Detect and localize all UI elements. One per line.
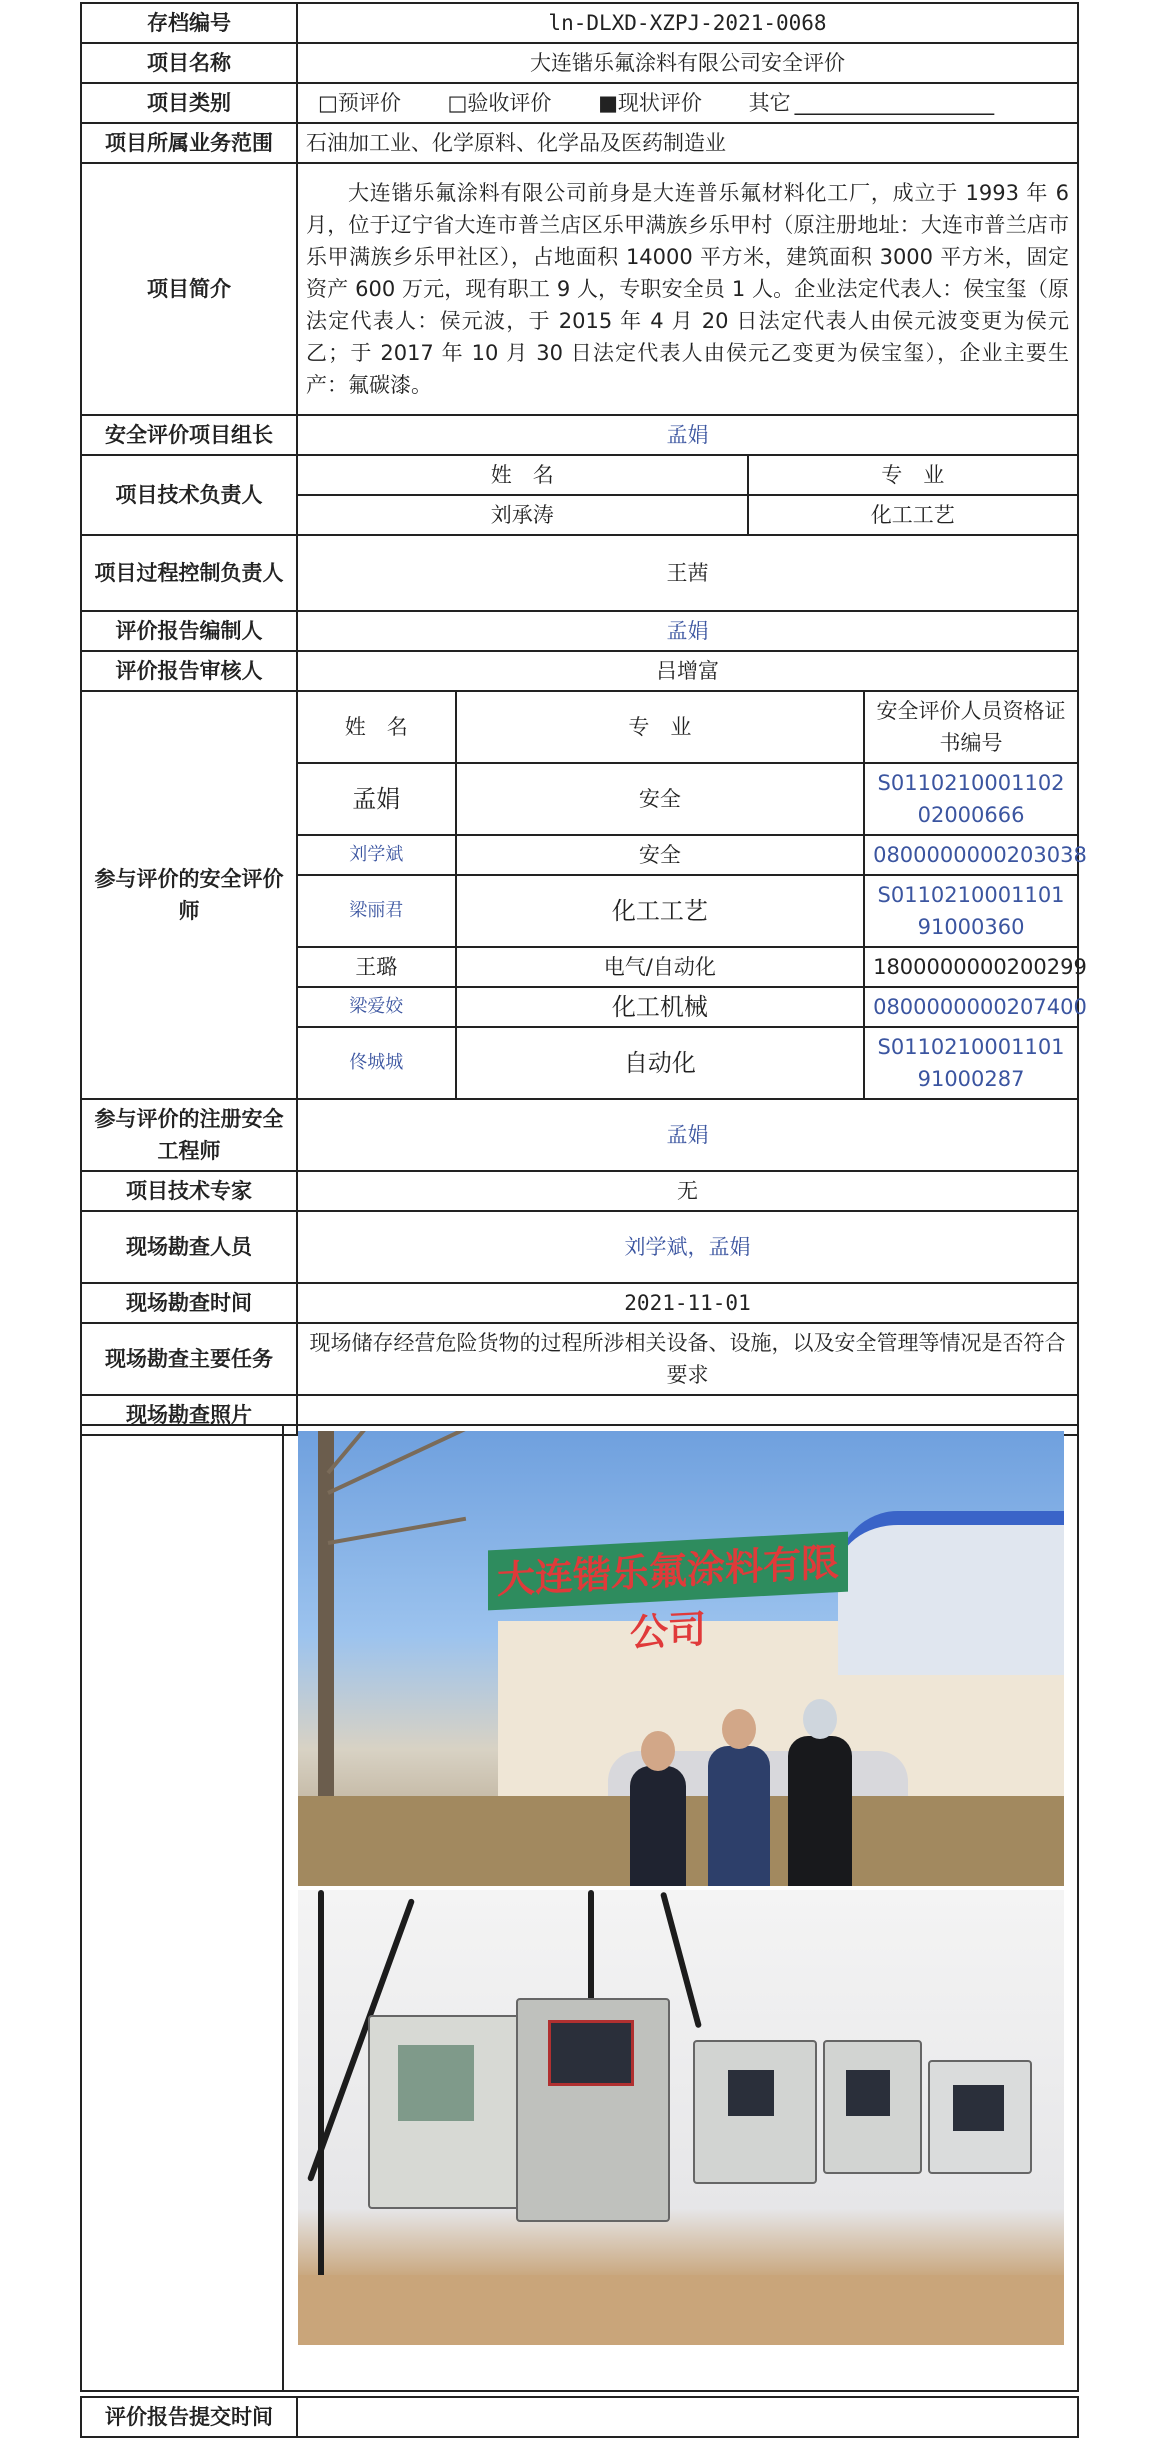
option-other-blank: ___________________ [794,91,995,115]
evaluators-cell [297,691,1087,1099]
photo-table [80,1424,1079,2392]
photo-person [630,1766,686,1886]
tech-lead-header-specialty: 专 业 [748,455,1078,495]
business-scope-value: 石油加工业、化学原料、化学品及医药制造业 [297,123,1078,163]
photo-detector-screen [846,2070,890,2116]
project-type-label: 项目类别 [81,83,297,123]
photo-section [80,1424,1079,2392]
option-other: 其它 [748,91,791,115]
evaluator-row [297,987,1078,1027]
evaluator-specialty: 电气/自动化 [456,947,865,987]
photo-person-head [641,1731,675,1771]
report-author-label: 评价报告编制人 [81,611,297,651]
report-reviewer-label: 评价报告审核人 [81,651,297,691]
process-control-label: 项目过程控制负责人 [81,535,297,611]
photo-cable [588,1890,594,2010]
site-task-value: 现场储存经营危险货物的过程所涉相关设备、设施，以及安全管理等情况是否符合要求 [297,1323,1078,1395]
evaluator-cert: S011021000110191000287 [864,1027,1078,1099]
intro-label: 项目简介 [81,163,297,415]
tech-lead-header-name: 姓 名 [297,455,748,495]
evaluator-specialty: 安全 [456,763,865,835]
evaluator-cert: S011021000110191000360 [864,875,1078,947]
photo-cell [283,1425,1078,2391]
submit-time-value [297,2397,1078,2437]
tech-expert-label: 项目技术专家 [81,1171,297,1211]
evaluators-table [296,690,1087,1100]
site-time-label: 现场勘查时间 [81,1283,297,1323]
project-name-value: 大连锴乐氟涂料有限公司安全评价 [297,43,1078,83]
site-photos-label: 现场勘查照片 [81,1395,297,1435]
evaluator-row [297,763,1078,835]
evaluator-row [297,875,1078,947]
site-time-value: 2021-11-01 [297,1283,1078,1323]
site-task-label: 现场勘查主要任务 [81,1323,297,1395]
submit-row [80,2396,1079,2438]
photo-controller-left-window [398,2045,474,2121]
evaluator-specialty: 化工工艺 [456,875,865,947]
evaluator-cert: 1800000000200299 [864,947,1078,987]
option-acceptance-evaluation: □验收评价 [447,91,552,115]
info-table [80,2,1087,1436]
evaluator-cert: S011021000110202000666 [864,763,1078,835]
evaluators-header-name: 姓 名 [297,691,456,763]
project-name-label: 项目名称 [81,43,297,83]
project-type-options [297,83,1078,123]
evaluators-header-specialty: 专 业 [456,691,865,763]
photo-floor [298,2275,1064,2345]
tech-lead-label: 项目技术负责人 [81,455,297,535]
evaluator-name: 王璐 [297,947,456,987]
evaluator-name: 孟娟 [297,763,456,835]
tech-expert-value: 无 [297,1171,1078,1211]
evaluator-specialty: 化工机械 [456,987,865,1027]
evaluator-name: 刘学斌 [297,835,456,875]
photo-detector-screen [728,2070,774,2116]
business-scope-label: 项目所属业务范围 [81,123,297,163]
site-photo-building [298,1431,1064,1886]
evaluator-specialty: 安全 [456,835,865,875]
evaluation-form [80,2,1087,1436]
tech-lead-specialty: 化工工艺 [748,495,1078,535]
photo-person [788,1736,852,1886]
evaluator-cert: 0800000000203038 [864,835,1078,875]
evaluator-name: 梁丽君 [297,875,456,947]
photo-branch [326,1431,406,1474]
evaluator-row [297,947,1078,987]
safety-engineer-value: 孟娟 [297,1099,1078,1171]
submit-time-label: 评价报告提交时间 [81,2397,297,2437]
site-staff-label: 现场勘查人员 [81,1211,297,1283]
photo-blank-cell [81,1425,283,2391]
evaluator-row [297,835,1078,875]
site-staff-value: 刘学斌，孟娟 [297,1211,1078,1283]
photo-alarm-screen [953,2085,1004,2131]
site-photo-gas-detectors [298,1890,1064,2345]
photo-person-head [803,1699,837,1739]
tech-lead-name: 刘承涛 [297,495,748,535]
safety-engineer-label: 参与评价的注册安全工程师 [81,1099,297,1171]
photo-branch [327,1517,466,1545]
archive-value: ln-DLXD-XZPJ-2021-0068 [297,3,1078,43]
submit-table [80,2396,1079,2438]
evaluator-specialty: 自动化 [456,1027,865,1099]
tech-lead-table [296,454,1079,536]
option-pre-evaluation: □预评价 [318,91,401,115]
evaluators-header-cert: 安全评价人员资格证书编号 [864,691,1078,763]
photo-company-sign: 大连锴乐氟涂料有限公司 [488,1532,848,1611]
photo-cable [318,1890,324,2280]
photo-controller-display [548,2020,634,2086]
photo-person-head [722,1709,756,1749]
team-leader-label: 安全评价项目组长 [81,415,297,455]
team-leader-value: 孟娟 [297,415,1078,455]
evaluator-name: 佟城城 [297,1027,456,1099]
photo-roof [838,1511,1064,1675]
process-control-value: 王茜 [297,535,1078,611]
evaluators-label: 参与评价的安全评价师 [81,691,297,1099]
tech-lead-cell [297,455,1078,535]
option-current-evaluation: ■现状评价 [598,91,702,115]
photo-person [708,1746,770,1886]
evaluator-name: 梁爱姣 [297,987,456,1027]
evaluator-cert: 0800000000207400 [864,987,1078,1027]
intro-text: 大连锴乐氟涂料有限公司前身是大连普乐氟材料化工厂，成立于 1993 年 6 月，位于辽宁省大连市普兰店区乐甲满族乡乐甲村（原注册地址：大连市普兰店市乐甲满族乡乐甲社区），占地面积 14000 平方米，建筑面积 3000 平方米，固定资产 600 万元，现有职工 9 人，专职安全员 1 人。企业法定代表人：侯宝玺（原法定代表人：侯元波，于 2015 年 4 月 20 日法定代表人由侯元波变更为侯元乙；于 2017 年 10 月 30 日法定代表人由侯元乙变更为侯宝玺），企业主要生产：氟碳漆。 [297,163,1078,415]
report-author-value: 孟娟 [297,611,1078,651]
archive-label: 存档编号 [81,3,297,43]
evaluator-row [297,1027,1078,1099]
report-reviewer-value: 吕增富 [297,651,1078,691]
